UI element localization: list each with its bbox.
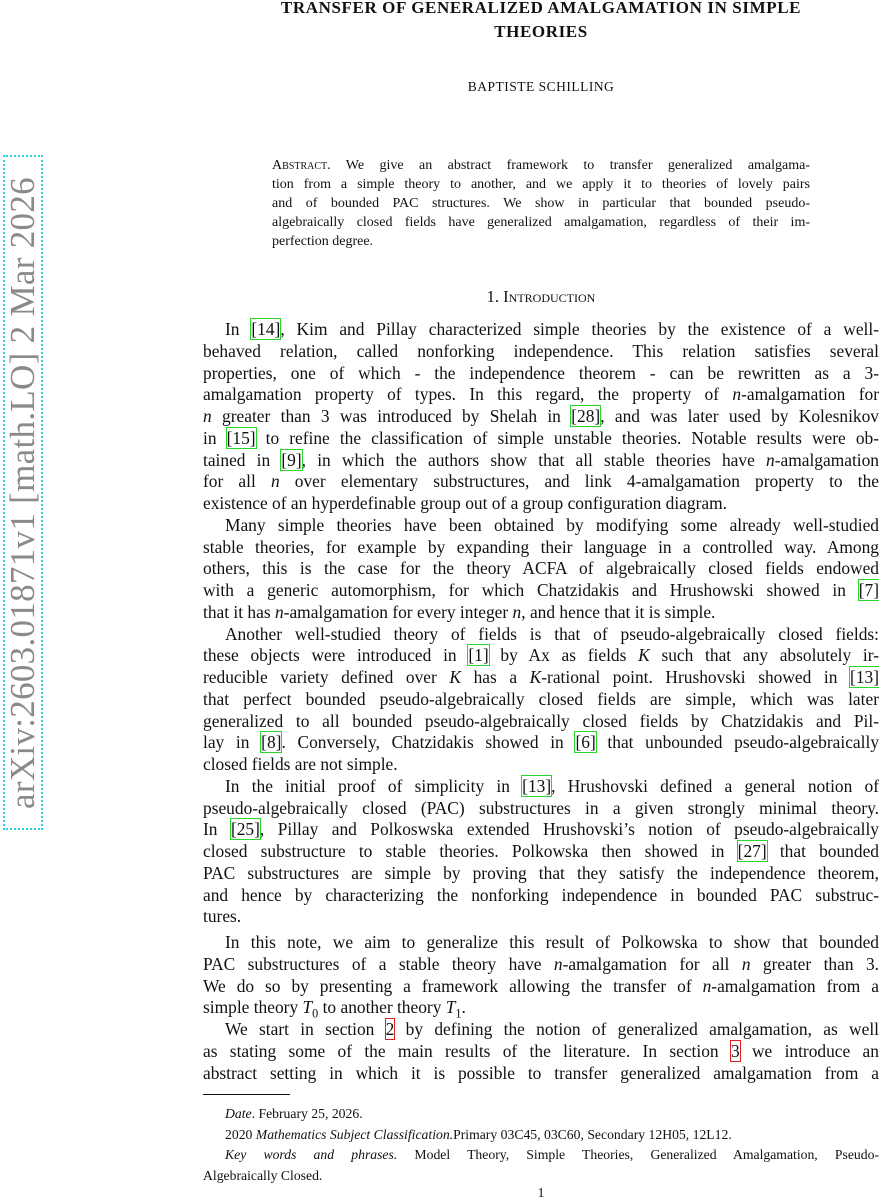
citation-link[interactable]: [7] bbox=[858, 580, 879, 600]
text-line bbox=[203, 428, 879, 450]
text: that unbounded pseudo-algebraically bbox=[595, 732, 879, 753]
citation-link[interactable]: [25] bbox=[230, 819, 260, 840]
text-line bbox=[203, 384, 879, 406]
text: PAC substructures are simple by proving that they satisfy the independence theorem, bbox=[203, 862, 879, 883]
math-variable: T bbox=[445, 997, 456, 1018]
text-line bbox=[203, 776, 879, 798]
text: simple theory bbox=[203, 997, 303, 1018]
text: properties, one of which - the independence theorem - can be rewritten as a 3- bbox=[203, 362, 879, 383]
title-line: TRANSFER OF GENERALIZED AMALGAMATION IN SIMPLE bbox=[280, 0, 802, 17]
text: others, this is the case for the theory ACFA of algebraically closed fields endowed bbox=[203, 558, 879, 579]
body-text bbox=[203, 319, 879, 1084]
citation-number: 7 bbox=[864, 580, 874, 600]
text: over elementary substructures, and link 4-amalgamation property to the bbox=[279, 471, 879, 492]
text: to refine the classification of simple unstable theories. Notable results were ob- bbox=[255, 427, 879, 448]
text-line bbox=[203, 885, 879, 907]
text: , in which the authors show that all stable theories have bbox=[301, 449, 766, 470]
math-symbol bbox=[445, 997, 462, 1021]
text-line bbox=[203, 580, 879, 602]
math-variable: n bbox=[270, 471, 280, 492]
text: and hence by characterizing the nonforking independence in bounded PAC substruc- bbox=[203, 884, 879, 905]
date-value: . February 25, 2026. bbox=[251, 1106, 363, 1121]
text: reducible variety defined over bbox=[203, 667, 450, 687]
text-line bbox=[203, 645, 879, 667]
text: existence of an hyperdefinable group out of a group configuration diagram. bbox=[203, 493, 727, 513]
page-number: 1 bbox=[537, 1185, 545, 1200]
text: with a generic automorphism, for which Chatzidakis and Hrushowski showed in bbox=[203, 580, 859, 600]
text-line bbox=[203, 689, 879, 711]
text: We start in section bbox=[225, 1019, 386, 1039]
citation-link[interactable]: [8] bbox=[261, 732, 282, 753]
text: PAC substructures of a stable theory have bbox=[203, 953, 554, 974]
section-reference-link[interactable]: 3 bbox=[730, 1040, 740, 1061]
text-line bbox=[203, 667, 879, 689]
section-heading bbox=[203, 287, 879, 307]
math-variable: n bbox=[512, 601, 522, 622]
abstract-label: Abstract. bbox=[272, 158, 331, 173]
text: that it has bbox=[203, 601, 275, 622]
section-reference-link[interactable]: 2 bbox=[385, 1019, 395, 1039]
citation-link[interactable]: [15] bbox=[226, 427, 256, 448]
text-line bbox=[203, 341, 879, 363]
arxiv-id: arXiv:2603.01871v1 [math.LO] 2 Mar 2026 bbox=[3, 176, 42, 809]
text-line bbox=[203, 863, 879, 885]
math-variable: n bbox=[741, 953, 751, 974]
text: In bbox=[203, 819, 231, 840]
footnote-keywords bbox=[203, 1145, 879, 1166]
text-line bbox=[203, 1063, 879, 1085]
text: , and was later used by Kolesnikov bbox=[600, 406, 879, 426]
paragraph bbox=[203, 1019, 879, 1084]
text: closed fields are not simple. bbox=[203, 754, 398, 774]
math-symbol bbox=[766, 450, 775, 470]
text-line bbox=[203, 976, 879, 998]
text: -amalgamation for every integer bbox=[283, 601, 513, 622]
math-symbol bbox=[530, 667, 542, 687]
citation-link[interactable]: [13] bbox=[522, 775, 552, 796]
text-line bbox=[203, 754, 879, 776]
text: that bounded bbox=[766, 841, 879, 861]
text-line bbox=[203, 363, 879, 385]
text: Another well-studied theory of fields is that of pseudo-algebraically closed fields: bbox=[225, 623, 879, 644]
text: -amalgamation for bbox=[741, 384, 879, 405]
text-line bbox=[203, 1019, 879, 1041]
math-symbol bbox=[513, 602, 522, 622]
math-symbol bbox=[742, 954, 751, 974]
text-line bbox=[203, 819, 879, 841]
abstract-text: tion from a simple theory to another, and we apply it to theories of lovely pairs bbox=[272, 177, 810, 192]
author: BAPTISTE SCHILLING bbox=[467, 79, 615, 94]
title-line: THEORIES bbox=[494, 22, 588, 41]
text: for all bbox=[203, 471, 271, 492]
abstract-text: algebraically closed fields have generalized amalgamation, regardless of their im- bbox=[272, 215, 810, 230]
abstract-text: We give an abstract framework to transfer generalized amalgama- bbox=[330, 158, 810, 173]
math-variable: n bbox=[553, 953, 563, 974]
text-line bbox=[203, 711, 879, 733]
text: greater than 3 was introduced by Shelah in bbox=[211, 406, 572, 426]
text: In bbox=[225, 319, 252, 339]
text: lay in bbox=[203, 732, 262, 753]
text: We do so by presenting a framework allowing the transfer of bbox=[203, 975, 703, 996]
arxiv-identifier-sidebar bbox=[3, 155, 43, 830]
text-line bbox=[203, 450, 879, 472]
text-line bbox=[203, 515, 879, 537]
msc-year: 2020 bbox=[225, 1126, 256, 1142]
text: greater than 3. bbox=[750, 953, 879, 974]
text: -amalgamation from a bbox=[711, 975, 879, 996]
citation-number: 14 bbox=[257, 319, 275, 339]
section-title: Introduction bbox=[503, 287, 596, 306]
citation-number: 13 bbox=[855, 667, 874, 687]
text: amalgamation property of types. In this regard, the property of bbox=[203, 384, 733, 405]
text-line bbox=[203, 537, 879, 559]
citation-link[interactable]: [1] bbox=[468, 645, 489, 666]
citation-link[interactable]: [14] bbox=[251, 319, 281, 339]
text-line bbox=[203, 1041, 879, 1063]
math-symbol bbox=[271, 471, 280, 491]
text: Many simple theories have been obtained by modifying some already well-studied bbox=[225, 514, 879, 535]
text-line bbox=[203, 624, 879, 646]
math-symbol bbox=[732, 384, 741, 404]
msc-value: Primary 03C45, 03C60, Secondary 12H05, 12L12. bbox=[453, 1126, 732, 1142]
math-subscript: 1 bbox=[455, 1006, 462, 1021]
math-subscript: 0 bbox=[312, 1006, 319, 1021]
text: In the initial proof of simplicity in bbox=[225, 775, 523, 796]
paragraph bbox=[203, 624, 879, 776]
text: tures. bbox=[203, 906, 242, 927]
text-line bbox=[203, 471, 879, 493]
citation-number: 6 bbox=[581, 732, 590, 753]
math-variable: K bbox=[638, 645, 650, 666]
citation-link[interactable]: [6] bbox=[575, 732, 596, 753]
text: by Ax as fields bbox=[488, 645, 639, 666]
text-line bbox=[203, 406, 879, 428]
citation-number: 8 bbox=[266, 732, 276, 753]
text-line bbox=[203, 732, 879, 754]
math-symbol bbox=[703, 976, 712, 996]
text: such that any absolutely ir- bbox=[649, 645, 879, 666]
text: . Conversely, Chatzidakis showed in bbox=[281, 732, 576, 753]
math-variable: n bbox=[274, 601, 284, 622]
text: , Pillay and Polkoswska extended Hrushovski’s notion of pseudo-algebraically bbox=[259, 819, 879, 840]
text: , Hrushovski defined a general notion of bbox=[551, 775, 879, 796]
text: -rational point. Hrushovski showed in bbox=[541, 667, 851, 687]
text-line bbox=[203, 493, 879, 515]
text: , and hence that it is simple. bbox=[521, 601, 716, 622]
math-symbol bbox=[554, 954, 563, 974]
citation-number: 27 bbox=[743, 841, 761, 861]
keywords-continued: Algebraically Closed. bbox=[203, 1167, 323, 1183]
text: that perfect bounded pseudo-algebraically closed fields are simple, which was later bbox=[203, 688, 879, 709]
abstract bbox=[272, 156, 810, 251]
text-line bbox=[203, 954, 879, 976]
msc-label: Mathematics Subject Classification. bbox=[255, 1126, 454, 1142]
text-line bbox=[203, 602, 879, 624]
text: we introduce an bbox=[739, 1040, 879, 1061]
text: these objects were introduced in bbox=[203, 645, 469, 666]
math-variable: T bbox=[302, 997, 313, 1018]
text: -amalgamation for all bbox=[562, 953, 742, 974]
paragraph bbox=[203, 776, 879, 928]
text: in bbox=[203, 427, 227, 448]
text: pseudo-algebraically closed (PAC) substructures in a given strongly minimal theory. bbox=[203, 797, 879, 818]
footnote-msc bbox=[203, 1125, 879, 1146]
text: as stating some of the main results of the literature. In section bbox=[203, 1040, 731, 1061]
math-symbol bbox=[449, 667, 461, 687]
text: . bbox=[461, 997, 466, 1018]
math-variable: n bbox=[702, 975, 712, 996]
footnotes bbox=[203, 1104, 879, 1186]
math-variable: n bbox=[203, 406, 212, 426]
text-line bbox=[203, 558, 879, 580]
citation-number: 25 bbox=[236, 819, 255, 840]
text-line bbox=[203, 997, 879, 1019]
text: closed substructure to stable theories. Polkowska then showed in bbox=[203, 841, 738, 861]
citation-number: 9 bbox=[287, 449, 296, 470]
paragraph bbox=[203, 515, 879, 624]
footnote-rule bbox=[203, 1094, 290, 1095]
citation-number: 15 bbox=[232, 427, 250, 448]
math-symbol bbox=[203, 406, 212, 426]
math-symbol bbox=[275, 602, 284, 622]
date-label: Date bbox=[225, 1106, 252, 1121]
paragraph bbox=[203, 319, 879, 515]
text: to another theory bbox=[318, 997, 446, 1018]
text: behaved relation, called nonforking independence. This relation satisfies several bbox=[203, 340, 879, 361]
citation-link[interactable]: [28] bbox=[571, 406, 601, 426]
abstract-text: perfection degree. bbox=[272, 234, 374, 249]
section-number: 1. bbox=[486, 287, 500, 306]
text: has a bbox=[460, 667, 530, 687]
footnote-date bbox=[203, 1104, 879, 1125]
math-variable: n bbox=[732, 384, 742, 405]
text-line bbox=[203, 319, 879, 341]
text: by defining the notion of generalized amalgamation, as well bbox=[394, 1019, 879, 1039]
text: , Kim and Pillay characterized simple theories by the existence of a well- bbox=[280, 319, 879, 339]
text-line bbox=[203, 906, 879, 928]
text-line bbox=[203, 932, 879, 954]
math-variable: n bbox=[766, 449, 775, 470]
keywords-label: Key words and phrases. bbox=[225, 1147, 398, 1162]
text: -amalgamation bbox=[774, 449, 879, 470]
keywords-value: Model Theory, Simple Theories, Generalized Amalgamation, Pseudo- bbox=[397, 1147, 879, 1162]
math-variable: K bbox=[449, 667, 461, 687]
citation-number: 28 bbox=[577, 406, 595, 426]
abstract-text: and of bounded PAC structures. We show in particular that bounded pseudo- bbox=[272, 196, 810, 211]
text-line bbox=[203, 841, 879, 863]
citation-link[interactable]: [27] bbox=[737, 841, 767, 861]
text: generalized to all bounded pseudo-algebraically closed fields by Chatzidakis and Pil- bbox=[203, 710, 879, 731]
citation-link[interactable]: [13] bbox=[850, 667, 879, 687]
citation-link[interactable]: [9] bbox=[281, 449, 302, 470]
text: In this note, we aim to generalize this result of Polkowska to show that bounded bbox=[225, 932, 879, 952]
paragraph bbox=[203, 932, 879, 1019]
math-symbol bbox=[638, 645, 650, 665]
citation-number: 13 bbox=[527, 775, 546, 796]
text-line bbox=[203, 798, 879, 820]
citation-number: 1 bbox=[474, 645, 483, 666]
text: abstract setting in which it is possible to transfer generalized amalgamation from a bbox=[203, 1062, 879, 1083]
math-symbol bbox=[302, 997, 319, 1021]
text: tained in bbox=[203, 449, 282, 470]
math-variable: K bbox=[529, 667, 542, 687]
text: stable theories, for example by expanding their language in a controlled way. Among bbox=[203, 536, 879, 557]
paper-title bbox=[203, 0, 879, 44]
